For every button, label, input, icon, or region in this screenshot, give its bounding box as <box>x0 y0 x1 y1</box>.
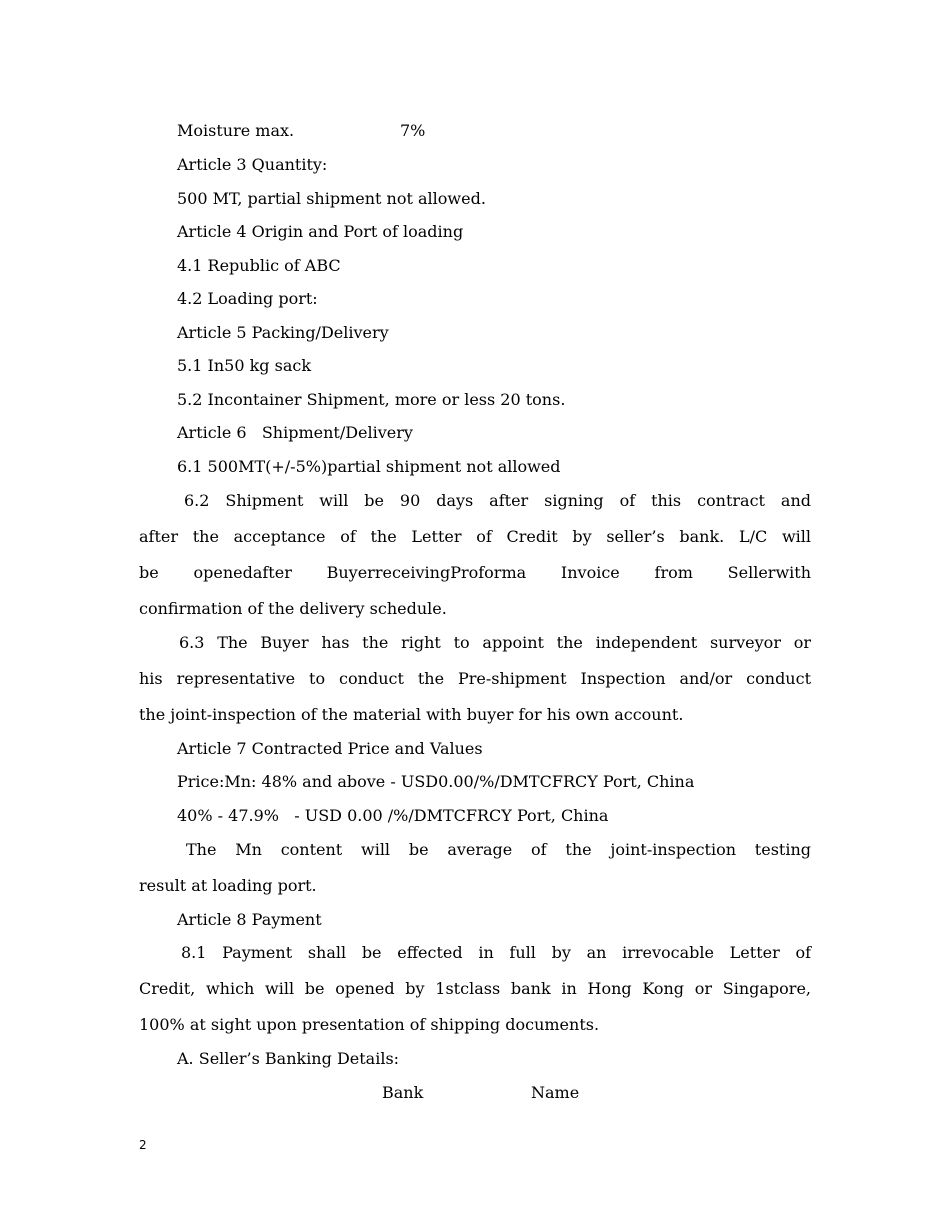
shipment-6-1-text: 6.1 500MT(+/-5%)partial shipment not allowed <box>177 457 561 476</box>
para-6-2-line-2: after the acceptance of the Letter of Credit by seller’s bank. L/C will <box>139 527 811 546</box>
packing-text: 5.1 In50 kg sack <box>177 356 312 375</box>
moisture-value: 7% <box>400 121 426 140</box>
article-5-heading: Article 5 Packing/Delivery <box>177 323 389 342</box>
para-6-3-line-2: his representative to conduct the Pre-shipment Inspection and/or conduct <box>139 669 811 688</box>
origin-text: 4.1 Republic of ABC <box>177 256 341 275</box>
banking-details-heading: A. Seller’s Banking Details: <box>177 1049 400 1068</box>
price-line-1: Price:Mn: 48% and above - USD0.00/%/DMTCFRCY Port, China <box>177 772 695 791</box>
name-label: Name <box>531 1083 580 1102</box>
container-text: 5.2 Incontainer Shipment, more or less 20 tons. <box>177 390 566 409</box>
bank-label: Bank <box>382 1083 424 1102</box>
mn-para-line-1: The Mn content will be average of the joint-inspection testing <box>186 840 811 859</box>
page-number: 2 <box>139 1138 147 1152</box>
para-6-2-line-3: be openedafter BuyerreceivingProforma Invoice from Sellerwith <box>139 563 811 582</box>
para-6-3-line-1: 6.3 The Buyer has the right to appoint the independent surveyor or <box>179 633 811 652</box>
article-7-heading: Article 7 Contracted Price and Values <box>177 739 483 758</box>
mn-para-line-2: result at loading port. <box>139 876 317 895</box>
para-8-1-line-2: Credit, which will be opened by 1stclass bank in Hong Kong or Singapore, <box>139 979 811 998</box>
loading-port-text: 4.2 Loading port: <box>177 289 318 308</box>
article-6-heading: Article 6 Shipment/Delivery <box>177 423 413 442</box>
para-6-2-line-4: confirmation of the delivery schedule. <box>139 599 447 618</box>
para-8-1-line-1: 8.1 Payment shall be effected in full by an irrevocable Letter of <box>181 943 811 962</box>
article-4-heading: Article 4 Origin and Port of loading <box>177 222 464 241</box>
article-8-heading: Article 8 Payment <box>177 910 322 929</box>
para-6-3-line-3: the joint-inspection of the material with buyer for his own account. <box>139 705 684 724</box>
moisture-label: Moisture max. <box>177 121 295 140</box>
quantity-text: 500 MT, partial shipment not allowed. <box>177 189 486 208</box>
para-8-1-line-3: 100% at sight upon presentation of shipping documents. <box>139 1015 600 1034</box>
price-line-2: 40% - 47.9% - USD 0.00 /%/DMTCFRCY Port, China <box>177 806 609 825</box>
article-3-heading: Article 3 Quantity: <box>177 155 328 174</box>
para-6-2-line-1: 6.2 Shipment will be 90 days after signing of this contract and <box>184 491 811 510</box>
